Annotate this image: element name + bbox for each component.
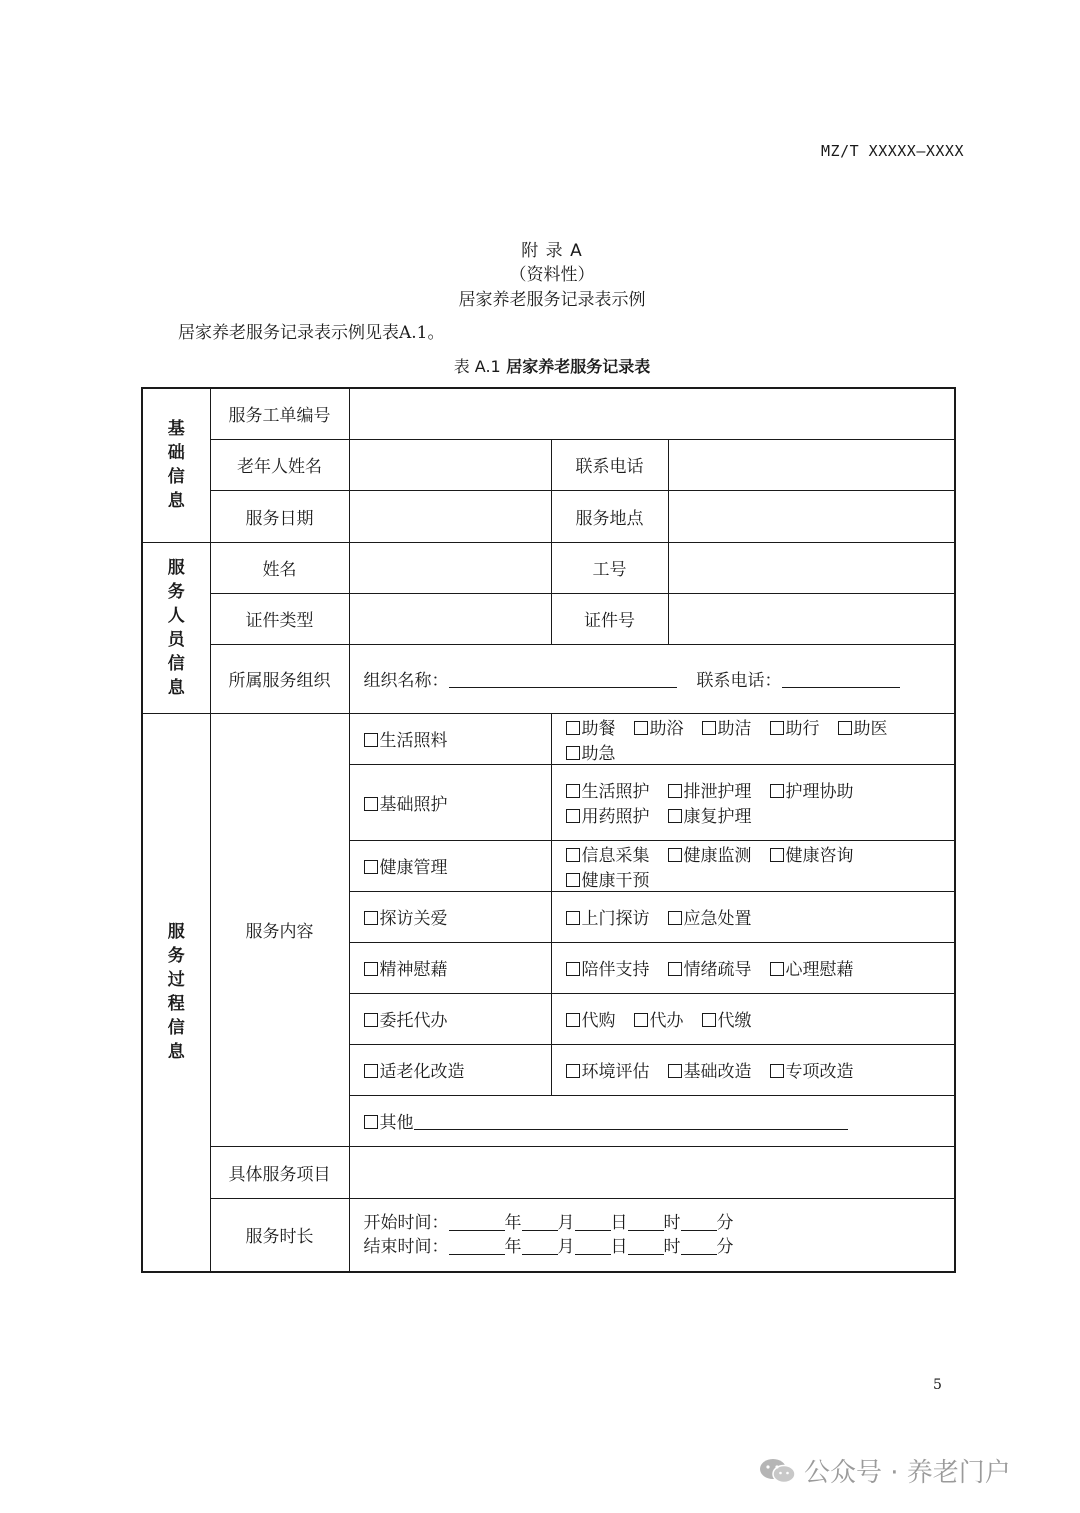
standard-number: MZ/T XXXXX—XXXX <box>821 142 964 160</box>
service-option[interactable] <box>668 904 752 929</box>
phone-field[interactable] <box>668 439 955 490</box>
option-checkbox[interactable] <box>702 1013 716 1027</box>
service-option[interactable] <box>566 1057 650 1082</box>
option-label: 信息采集 <box>581 845 650 866</box>
option-checkbox[interactable] <box>770 1064 784 1078</box>
option-checkbox[interactable] <box>566 746 580 760</box>
option-checkbox[interactable] <box>770 848 784 862</box>
minute-unit: 分 <box>716 1212 734 1233</box>
option-checkbox[interactable] <box>566 911 580 925</box>
service-option[interactable] <box>566 777 650 802</box>
category-checkbox[interactable] <box>364 911 378 925</box>
service-option[interactable] <box>566 841 650 866</box>
section-basic-info <box>142 388 210 542</box>
day-unit: 日 <box>610 1236 628 1257</box>
option-checkbox[interactable] <box>634 721 648 735</box>
service-option[interactable] <box>566 714 616 739</box>
option-checkbox[interactable] <box>566 1013 580 1027</box>
duration-field <box>349 1198 955 1272</box>
end-month-blank[interactable] <box>522 1238 558 1255</box>
service-option[interactable] <box>770 955 854 980</box>
service-content-label: 服务内容 <box>210 713 349 1146</box>
category-checkbox[interactable] <box>364 797 378 811</box>
org-phone-label: 联系电话： <box>696 671 782 691</box>
watermark-text: 公众号 · 养老门户 <box>804 1458 1011 1488</box>
staff-char: 务 <box>167 581 185 602</box>
intro-text: 居家养老服务记录表示例见表A.1。 <box>178 323 445 343</box>
category-checkbox[interactable] <box>364 733 378 747</box>
id-type-label: 证件类型 <box>210 593 349 644</box>
process-char: 过 <box>167 970 185 991</box>
category-cell <box>349 1044 551 1095</box>
option-label: 用药照护 <box>581 807 650 827</box>
service-place-field[interactable] <box>668 490 955 542</box>
service-option[interactable] <box>566 866 650 891</box>
option-label: 陪伴支持 <box>581 960 650 980</box>
staff-char: 息 <box>167 677 185 698</box>
option-label: 助洁 <box>717 718 752 739</box>
option-checkbox[interactable] <box>668 1064 682 1078</box>
staff-char: 人 <box>167 605 185 626</box>
option-checkbox[interactable] <box>566 809 580 823</box>
option-label: 专项改造 <box>785 1062 854 1082</box>
end-minute-blank[interactable] <box>681 1238 717 1255</box>
option-checkbox[interactable] <box>668 784 682 798</box>
category-cell <box>349 993 551 1044</box>
option-checkbox[interactable] <box>702 721 716 735</box>
annex-title: 居家养老服务记录表示例 <box>458 290 646 310</box>
category-checkbox[interactable] <box>364 860 378 874</box>
service-option[interactable] <box>566 802 650 827</box>
option-checkbox[interactable] <box>566 848 580 862</box>
watermark <box>758 1452 1011 1489</box>
day-unit: 日 <box>610 1212 628 1233</box>
category-label: 委托代办 <box>379 1011 448 1031</box>
service-option[interactable] <box>566 1006 616 1031</box>
category-cell <box>349 713 551 764</box>
year-unit: 年 <box>504 1212 522 1233</box>
category-cell <box>349 891 551 942</box>
duration-label: 服务时长 <box>210 1198 349 1272</box>
option-label: 上门探访 <box>581 909 650 929</box>
service-option[interactable] <box>566 739 616 764</box>
category-label: 健康管理 <box>379 858 448 878</box>
option-label: 生活照护 <box>581 782 650 802</box>
service-option[interactable] <box>566 955 650 980</box>
option-checkbox[interactable] <box>838 721 852 735</box>
basic-char: 基 <box>167 419 185 440</box>
section-process-info <box>142 713 210 1272</box>
start-time-label: 开始时间： <box>363 1212 449 1233</box>
option-label: 护理协助 <box>785 782 854 802</box>
service-option[interactable] <box>770 1057 854 1082</box>
service-date-field[interactable] <box>349 490 551 542</box>
org-label: 所属服务组织 <box>210 644 349 713</box>
service-option[interactable] <box>566 904 650 929</box>
basic-char: 础 <box>167 443 185 464</box>
table-name: 居家养老服务记录表 <box>506 357 651 376</box>
start-time-row <box>364 1211 955 1235</box>
annex-label: 附 录 A <box>521 241 583 261</box>
start-hour-blank[interactable] <box>628 1214 664 1231</box>
category-checkbox[interactable] <box>364 1013 378 1027</box>
org-name-label: 组织名称： <box>363 671 449 691</box>
options-cell <box>551 840 955 891</box>
phone-label: 联系电话 <box>551 439 668 490</box>
option-checkbox[interactable] <box>668 962 682 976</box>
items-field[interactable] <box>349 1146 955 1198</box>
category-label: 精神慰藉 <box>379 960 448 980</box>
category-checkbox[interactable] <box>364 962 378 976</box>
org-field <box>349 644 955 713</box>
service-option[interactable] <box>838 714 888 739</box>
options-cell <box>551 764 955 840</box>
category-cell <box>349 840 551 891</box>
service-option[interactable] <box>668 1057 752 1082</box>
basic-char: 信 <box>167 467 185 488</box>
hour-unit: 时 <box>663 1236 681 1257</box>
option-checkbox[interactable] <box>566 784 580 798</box>
service-option[interactable] <box>770 777 854 802</box>
id-no-field[interactable] <box>668 593 955 644</box>
service-option[interactable] <box>668 841 752 866</box>
option-checkbox[interactable] <box>770 962 784 976</box>
end-day-blank[interactable] <box>575 1238 611 1255</box>
service-option[interactable] <box>668 802 752 827</box>
service-option[interactable] <box>634 1006 684 1031</box>
service-option[interactable] <box>770 714 820 739</box>
process-char: 息 <box>167 1042 185 1063</box>
service-option[interactable] <box>702 714 752 739</box>
option-label: 情绪疏导 <box>683 960 752 980</box>
start-day-blank[interactable] <box>575 1214 611 1231</box>
option-label: 助医 <box>853 718 888 739</box>
option-label: 环境评估 <box>581 1062 650 1082</box>
option-label: 代办 <box>649 1011 684 1031</box>
service-option[interactable] <box>668 777 752 802</box>
option-checkbox[interactable] <box>668 809 682 823</box>
start-month-blank[interactable] <box>522 1214 558 1231</box>
staff-name-label: 姓名 <box>210 542 349 593</box>
end-time-label: 结束时间： <box>363 1236 449 1257</box>
process-char: 信 <box>167 1018 185 1039</box>
option-label: 助餐 <box>581 718 616 739</box>
service-option[interactable] <box>668 955 752 980</box>
elder-name-field[interactable] <box>349 439 551 490</box>
options-cell <box>551 993 955 1044</box>
elder-name-label: 老年人姓名 <box>210 439 349 490</box>
start-year-blank[interactable] <box>449 1214 505 1231</box>
option-label: 助急 <box>581 743 616 764</box>
page-number: 5 <box>933 1377 942 1393</box>
option-label: 排泄护理 <box>683 782 752 802</box>
option-checkbox[interactable] <box>668 911 682 925</box>
category-cell <box>349 942 551 993</box>
wechat-icon <box>758 1457 798 1485</box>
year-unit: 年 <box>504 1236 522 1257</box>
service-place-label: 服务地点 <box>551 490 668 542</box>
service-date-label: 服务日期 <box>210 490 349 542</box>
option-label: 康复护理 <box>683 807 752 827</box>
end-time-row <box>364 1235 955 1259</box>
options-cell <box>551 891 955 942</box>
table-title <box>0 354 1080 377</box>
id-no-label: 证件号 <box>551 593 668 644</box>
category-label: 基础照护 <box>379 794 448 815</box>
options-cell <box>551 942 955 993</box>
option-checkbox[interactable] <box>770 784 784 798</box>
order-no-label: 服务工单编号 <box>210 388 349 439</box>
category-label: 探访关爱 <box>379 909 448 929</box>
option-checkbox[interactable] <box>770 721 784 735</box>
basic-char: 息 <box>167 491 185 512</box>
process-char: 程 <box>167 994 185 1015</box>
option-checkbox[interactable] <box>566 721 580 735</box>
category-label: 生活照料 <box>379 731 448 751</box>
option-label: 代缴 <box>717 1011 752 1031</box>
option-label: 健康监测 <box>683 845 752 866</box>
process-char: 务 <box>167 946 185 967</box>
service-record-table <box>141 387 956 1273</box>
option-label: 代购 <box>581 1011 616 1031</box>
other-label: 其他 <box>379 1113 414 1133</box>
option-label: 心理慰藉 <box>785 960 854 980</box>
section-staff-info <box>142 542 210 713</box>
service-option[interactable] <box>702 1006 752 1031</box>
staff-char: 服 <box>167 557 185 578</box>
table-number: 表 A.1 <box>453 357 501 376</box>
other-line[interactable] <box>414 1115 848 1130</box>
option-label: 助浴 <box>649 718 684 739</box>
org-phone-line[interactable] <box>782 673 900 688</box>
month-unit: 月 <box>557 1236 575 1257</box>
org-name-line[interactable] <box>449 673 677 688</box>
end-year-blank[interactable] <box>449 1238 505 1255</box>
start-minute-blank[interactable] <box>681 1214 717 1231</box>
order-no-field[interactable] <box>349 388 955 439</box>
options-cell <box>551 1044 955 1095</box>
option-checkbox[interactable] <box>566 1064 580 1078</box>
category-checkbox[interactable] <box>364 1064 378 1078</box>
service-option[interactable] <box>634 714 684 739</box>
option-checkbox[interactable] <box>566 962 580 976</box>
category-cell <box>349 764 551 840</box>
option-label: 基础改造 <box>683 1062 752 1082</box>
staff-name-field[interactable] <box>349 542 551 593</box>
process-char: 服 <box>167 922 185 943</box>
option-label: 健康咨询 <box>785 845 854 866</box>
option-checkbox[interactable] <box>634 1013 648 1027</box>
option-label: 应急处置 <box>683 909 752 929</box>
id-type-field[interactable] <box>349 593 551 644</box>
option-checkbox[interactable] <box>668 848 682 862</box>
job-no-label: 工号 <box>551 542 668 593</box>
option-checkbox[interactable] <box>566 873 580 887</box>
option-label: 助行 <box>785 718 820 739</box>
option-label: 健康干预 <box>581 870 650 891</box>
items-label: 具体服务项目 <box>210 1146 349 1198</box>
options-cell <box>551 713 955 764</box>
category-label: 适老化改造 <box>379 1062 465 1082</box>
staff-char: 员 <box>167 629 185 650</box>
minute-unit: 分 <box>716 1236 734 1257</box>
other-field <box>349 1095 955 1146</box>
month-unit: 月 <box>557 1212 575 1233</box>
staff-char: 信 <box>167 653 185 674</box>
annex-nature: （资料性） <box>509 265 595 285</box>
service-option[interactable] <box>770 841 854 866</box>
hour-unit: 时 <box>663 1212 681 1233</box>
end-hour-blank[interactable] <box>628 1238 664 1255</box>
other-checkbox[interactable] <box>364 1115 378 1129</box>
job-no-field[interactable] <box>668 542 955 593</box>
